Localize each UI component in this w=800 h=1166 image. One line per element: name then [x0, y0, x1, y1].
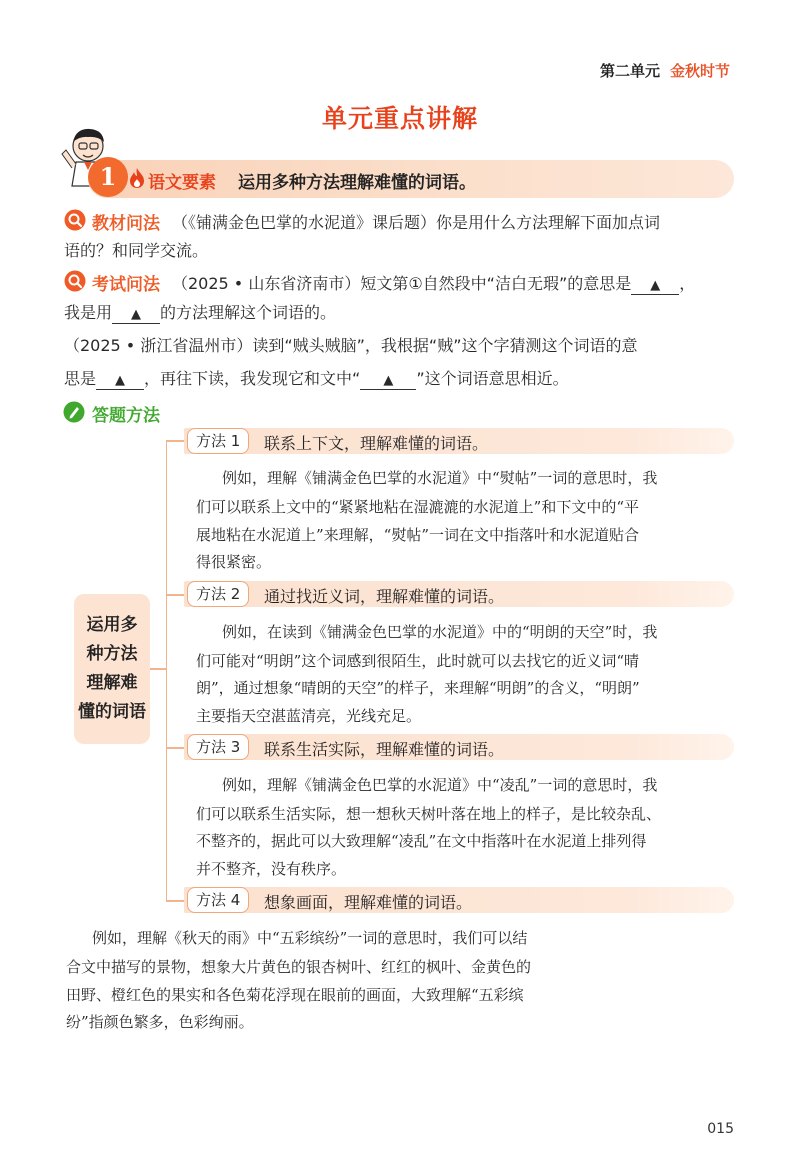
- answer-blank: ▲: [96, 373, 144, 390]
- method-4-example-line: 合文中描写的景物，想象大片黄色的银杏树叶、红红的枫叶、金黄色的: [66, 958, 532, 976]
- exam-question-label: 考试问法: [92, 275, 160, 295]
- methods-root-box: [74, 594, 150, 744]
- exam-question-line2: [64, 300, 336, 324]
- textbook-question-line2: 语的？和同学交流。: [64, 241, 209, 260]
- unit-header: [600, 60, 730, 81]
- root-text-line: 懂的词语: [78, 702, 146, 722]
- page-title: 单元重点讲解: [321, 104, 478, 133]
- method-2-example-line: 例如，在读到《铺满金色巴掌的水泥道》中的“明朗的天空”时，我: [222, 623, 658, 641]
- section-number-badge: 1: [88, 157, 128, 197]
- method-1-example-line: 例如，理解《铺满金色巴掌的水泥道》中“熨帖”一词的意思时，我: [222, 469, 658, 487]
- tree-branch: [166, 900, 186, 902]
- exam-question2-line1: （2025 • 浙江省温州市）读到“贼头贼脑”，我根据“贼”这个字猜测这个词语的意: [64, 336, 638, 355]
- method-2-tag: 方法 2: [187, 581, 249, 607]
- method-4-example-line: 田野、橙红色的果实和各色菊花浮现在眼前的画面，大致理解“五彩缤: [66, 986, 524, 1004]
- exam-q1-text2: 我是用: [64, 303, 113, 322]
- answer-blank: ▲: [360, 373, 416, 390]
- exam-question-line1: [172, 271, 695, 295]
- method-3-example-line: 例如，理解《铺满金色巴掌的水泥道》中“凌乱”一词的意思时，我: [222, 776, 658, 794]
- fire-icon: [128, 167, 146, 189]
- method-4-tag: 方法 4: [187, 887, 249, 913]
- tree-branch: [166, 747, 186, 749]
- answer-method-label: 答题方法: [92, 406, 160, 426]
- method-2-example-line: 朗”，通过想象“晴朗的天空”的样子，来理解“明朗”的含义，“明朗”: [196, 679, 640, 697]
- section-heading: 运用多种方法理解难懂的词语。: [238, 173, 476, 193]
- method-3-example-line: 们可以联系生活实际，想一想秋天树叶落在地上的样子，是比较杂乱、: [196, 805, 662, 823]
- root-text-line: 种方法: [86, 644, 138, 664]
- exam-q1-text3: 的方法理解这个词语的。: [160, 303, 337, 322]
- method-3-title: 联系生活实际，理解难懂的词语。: [264, 740, 505, 759]
- unit-number: 第二单元: [599, 62, 660, 80]
- magnifier-icon: [64, 209, 86, 231]
- unit-title: 金秋时节: [669, 62, 730, 80]
- method-2-title: 通过找近义词，理解难懂的词语。: [264, 587, 505, 606]
- section-label: 语文要素: [148, 173, 216, 193]
- method-1-title: 联系上下文，理解难懂的词语。: [264, 434, 489, 453]
- method-3-example-line: 不整齐的，据此可以大致理解“凌乱”在文中指落叶在水泥道上排列得: [196, 832, 647, 850]
- root-text-line: 运用多: [86, 615, 138, 635]
- tree-trunk-line: [166, 440, 167, 900]
- method-3-example-line: 并不整齐，没有秩序。: [196, 860, 347, 878]
- method-4-example-line: 例如，理解《秋天的雨》中“五彩缤纷”一词的意思时，我们可以结: [92, 929, 528, 947]
- method-3-tag: 方法 3: [187, 734, 249, 760]
- exam-question2-line2: [64, 366, 569, 390]
- exam-q2-text2: ，再往下读，我发现它和文中“: [144, 369, 361, 388]
- exam-q2-text3: ”这个词语意思相近。: [416, 369, 569, 388]
- method-1-tag: 方法 1: [187, 428, 249, 454]
- tree-branch: [166, 440, 186, 442]
- tree-branch: [166, 594, 186, 596]
- exam-q2-text1: 思是: [64, 369, 97, 388]
- tree-root-connector: [150, 668, 167, 670]
- answer-blank: ▲: [112, 307, 160, 324]
- textbook-question-line1: （《铺满金色巴掌的水泥道》课后题）你是用什么方法理解下面加点词: [172, 213, 661, 232]
- method-4-example-line: 纷”指颜色繁多，色彩绚丽。: [66, 1013, 254, 1031]
- root-text-line: 理解难: [86, 673, 138, 693]
- method-1-example-line: 展地粘在水泥道上”来理解，“熨帖”一词在文中指落叶和水泥道贴合: [196, 526, 640, 544]
- exam-q1-text: （2025 • 山东省济南市）短文第①自然段中“洁白无瑕”的意思是: [172, 274, 632, 293]
- method-1-example-line: 得很紧密。: [196, 553, 272, 571]
- textbook-question-label: 教材问法: [92, 214, 160, 234]
- method-2-example-line: 主要指天空湛蓝清亮，光线充足。: [196, 707, 422, 725]
- answer-blank: ▲: [631, 278, 679, 295]
- exam-q1-end: ，: [679, 274, 696, 293]
- method-1-example-line: 们可以联系上文中的“紧紧地粘在湿漉漉的水泥道上”和下文中的“平: [196, 498, 640, 516]
- magnifier-icon: [64, 270, 86, 292]
- method-4-title: 想象画面，理解难懂的词语。: [264, 893, 473, 912]
- pen-icon: [63, 401, 85, 423]
- page-number: 015: [707, 1121, 734, 1137]
- method-2-example-line: 们可能对“明朗”这个词感到很陌生，此时就可以去找它的近义词“晴: [196, 652, 640, 670]
